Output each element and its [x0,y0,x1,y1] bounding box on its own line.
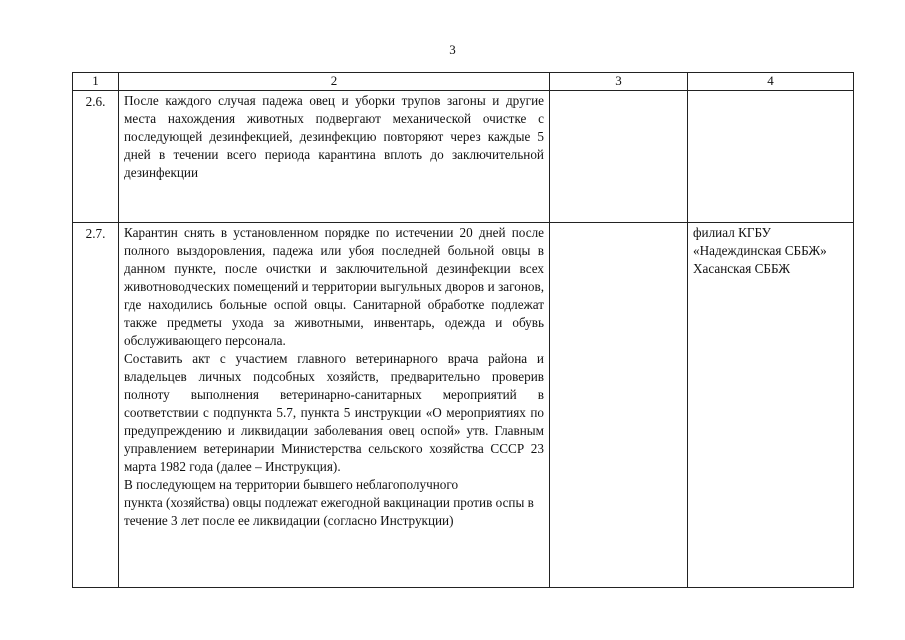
row-number: 2.7. [73,223,119,588]
column-header-3: 3 [550,73,688,91]
responsible-line: «Надеждинская СББЖ» [693,243,827,258]
deadline-cell [550,223,688,588]
column-header-1: 1 [73,73,119,91]
measure-paragraph: пункта (хозяйства) овцы подлежат ежегодной вакцинации против оспы в течение 3 лет после ее ликвидации (согласно Инструкции) [124,495,534,528]
row-number: 2.6. [73,91,119,223]
column-header-2: 2 [119,73,550,91]
measure-paragraph: Составить акт с участием главного ветеринарного врача района и владельцев личных подсобных хозяйств, предварительно проверив полноту выполнения ветеринарно-санитарных мероприятий в соответствии с подпункта 5.7, пункта 5 инструкции «О мероприятиях по предупреждению и ликвидации заболевания овец оспой» утв. Главным управлением ветеринарии Министерства сельского хозяйства СССР 23 марта 1982 года (далее – Инструкция). [124,351,544,474]
table-row [73,91,854,223]
measure-text [119,91,550,223]
responsible-cell [688,223,854,588]
responsible-cell [688,91,854,223]
column-header-4: 4 [688,73,854,91]
measures-table [72,72,854,588]
measure-paragraph: Карантин снять в установленном порядке по истечении 20 дней после полного выздоровления, падежа или убоя последней больной овцы в данном пункте, после очистки и заключительной дезинфекции всех животноводческих помещений и территории выгульных дворов и загонов, где находились больные оспой овцы. Санитарной обработке подлежат также предметы ухода за животными, инвентарь, одежда и обувь обслуживающего персонала. [124,225,544,348]
table-header-row [73,73,854,91]
responsible-line: филиал КГБУ [693,225,771,240]
deadline-cell [550,91,688,223]
responsible-line: Хасанская СББЖ [693,261,791,276]
page-number: 3 [449,42,456,57]
measure-text [119,223,550,588]
table-row [73,223,854,588]
measure-paragraph: В последующем на территории бывшего неблагополучного [124,477,459,492]
measure-paragraph: После каждого случая падежа овец и уборки трупов загоны и другие места нахождения животных подвергают механической очистке с последующей дезинфекцией, дезинфекцию повторяют через каждые 5 дней в течении всего периода карантина вплоть до заключительной дезинфекции [124,93,544,180]
